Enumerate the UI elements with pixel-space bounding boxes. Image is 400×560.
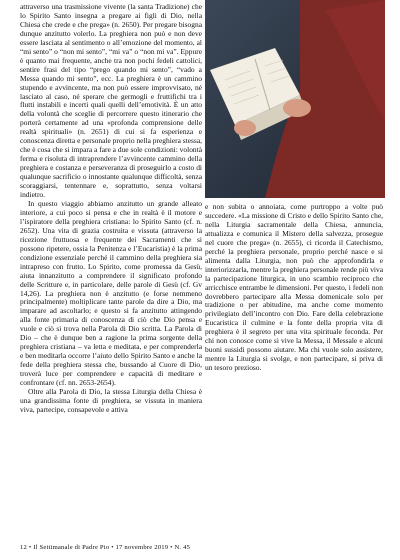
woman-reading-book-photo: [205, 0, 385, 198]
magazine-name: Il Settimanale di Padre Pio: [33, 544, 110, 551]
page-number: 12: [20, 544, 27, 551]
footer-separator: •: [170, 544, 173, 551]
paragraph: Oltre alla Parola di Dio, la stessa Liturgia della Chiesa è una grandissima fonte di preghiera, se vissuta in maniera viva, partecipe, consapevole e attiva: [20, 386, 202, 414]
article-left-column: [20, 3, 202, 415]
footer-separator: •: [111, 544, 114, 551]
paragraph: In questo viaggio abbiamo anzitutto un grande alleato interiore, a cui poco si pensa e che in realtà è il motore e l’ispiratore della preghiera cristiana: lo Spirito Santo (cf. n. 2652). Una vita di grazia costruita e vissuta (attraverso la ricezione fruttuosa e frequente dei Sacramenti che si possono ripetere, ossia la Penitenza e l’Eucaristia) è la prima condizione essenziale perché il cammino della preghiera sia intrapreso con frutto. Lo Spirito, come promessa da Gesù, aiuta innanzitutto a comprendere il significato profondo delle Scritture e, in particolare, delle parole di Gesù (cf. Gv 14,26). La preghiera non è anzitutto (e forse nemmeno principalmente) moltiplicare tante parole da dire a Dio, ma imparare ad ascoltarlo; e questo si fa anzitutto attingendo alla fonte primaria di conoscenza di ciò che Dio pensa e vuole e ciò si trova nella Parola di Dio scritta. La Parola di Dio – che è dunque ben a ragione la prima sorgente della preghiera cristiana – va letta e meditata, e per comprenderla e ben meditarla occorre l’aiuto dello Spirito Santo e anche la fede della preghiera stessa che, bussando al Cuore di Dio, troverà luce per comprendere e capacità di meditare e confrontare (cf. nn. 2653-2654).: [20, 198, 202, 388]
paragraph: e non subita o annoiata, come purtroppo a volte può succedere. «La missione di Cristo e dello Spirito Santo che, nella Liturgia sacramentale della Chiesa, annuncia, attualizza e comunica il Mistero della salvezza, prosegue nel cuore che prega» (n. 2655), ci ricorda il Catechismo, perché la preghiera personale, proprio perché nasce e si alimenta dalla Liturgia, non può che approfondirla e interiorizzarla, mentre la preghiera personale rende più viva la partecipazione liturgica, in uno scambio reciproco che arricchisce entrambe le dimensioni. Per questo, i fedeli non dovrebbero partecipare alla Messa domenicale solo per tradizione o per abitudine, ma anche come momento privilegiato dell’incontro con Dio. Fare della celebrazione Eucaristica il culmine e la fonte della propria vita di preghiera è il segreto per una vita spirituale feconda. Per chi non conosce come si vive la Messa, il Messale e alcuni buoni sussidi possono aiutare. Ma chi vuole solo assistere, mentre la Liturgia si svolge, e non partecipare, si priva di un tesoro prezioso.: [205, 202, 383, 373]
footer-separator: •: [28, 544, 32, 551]
photo-illustration: [205, 0, 385, 198]
paragraph: attraverso una trasmissione vivente (la santa Tradizione) che lo Spirito Santo insegna a pregare ai figli di Dio, nella Chiesa che crede e che prega» (n. 2650). Per pregare bisogna dunque anzitutto volerlo. La preghiera non può e non deve essere lasciata al sentimento o all’emozione del momento, al “mi sento” o “non mi sento”, “mi va” o “non mi va”. Eppure è quanto mai frequente, anche tra non pochi fedeli cattolici, sentire frasi del tipo “prego quando mi sento”, “vado a Messa quando mi sento”, ecc. La preghiera è un cammino stupendo e avvincente, ma non può essere improvvisato, né lasciato al caso, né sperare che germogli e fruttifichi tra i flutti instabili e incerti quali quelli dell’emotività. È un atto della volontà che sceglie di percorrere questo itinerario che porterà certamente ad una «profonda comprensione delle realtà spirituali» (n. 2651) di cui si fa esperienza e conoscenza diretta e personale proprio nella preghiera stessa, che è cosa che si impara a fare a due sole condizioni: volontà ferma e risoluta di intraprendere l’avvincente cammino della preghiera e costanza e perseveranza di proseguirlo a costo di qualunque sacrificio o innostante qualunque difficoltà, senza scoraggiarsi, tentennare e, soprattutto, senza voltarsi indietro.: [20, 2, 202, 200]
issue-date: 17 novembre 2019: [115, 544, 169, 551]
article-right-column: [205, 203, 383, 373]
issue-number: N. 45: [174, 544, 191, 551]
page-footer: [20, 544, 190, 551]
